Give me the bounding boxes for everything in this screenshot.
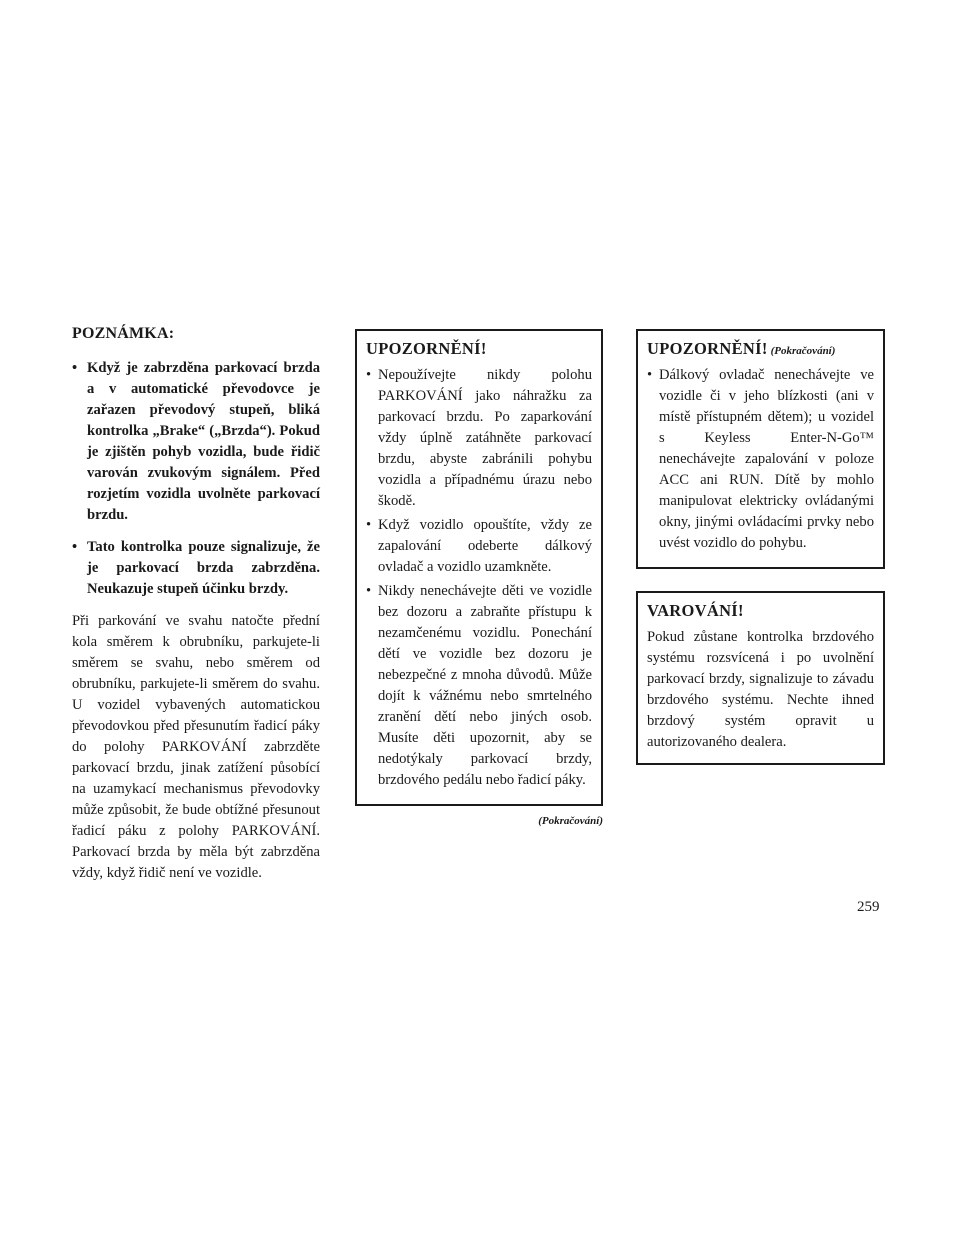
right-column xyxy=(636,329,885,765)
page-number: 259 xyxy=(857,899,880,915)
caution-title: UPOZORNĚNÍ! xyxy=(366,339,487,358)
caution-bullet: • Nikdy nenechávejte děti ve vozidle bez dozoru a zabraňte přístupu k nezamčenému vozidlu. Ponechání dětí ve vozidle bez dozoru je nebezpečné z mnoha důvodů. Může dojít k vážnému nebo smrtelného zranění dětí nebo jiných osob. Musíte děti upozornit, aby se nedotýkaly parkovací brzdy, brzdového pedálu nebo řadicí páky. xyxy=(366,581,592,791)
continued-label: (Pokračování) xyxy=(538,815,603,827)
note-title: POZNÁMKA: xyxy=(72,325,175,342)
middle-column xyxy=(355,329,603,827)
caution-continued-suffix: (Pokračování) xyxy=(770,345,836,357)
left-column xyxy=(72,325,320,884)
note-bullet: • Tato kontrolka pouze signalizuje, že je parkovací brzda zabrzděna. Neukazuje stupeň účinku brzdy. xyxy=(72,537,320,600)
caution-box xyxy=(355,329,603,806)
caution-continued-box xyxy=(636,329,885,569)
caution-bullet: • Když vozidlo opouštíte, vždy ze zapalování odeberte dálkový ovladač a vozidlo uzamkněte. xyxy=(366,515,592,578)
note-bullet: • Když je zabrzděna parkovací brzda a v automatické převodovce je zařazen převodový stupeň, bliká kontrolka „Brake“ („Brzda“). Pokud je zjištěn pohyb vozidla, bude řidič varován zvukovým signálem. Před rozjetím vozidla uvolněte parkovací brzdu. xyxy=(72,358,320,526)
caution-bullet-list xyxy=(366,365,592,791)
warning-text: Pokud zůstane kontrolka brzdového systému rozsvícená i po uvolnění parkovací brzdy, signalizuje to závadu brzdového systému. Nechte ihned brzdový systém opravit u autorizovaného dealera. xyxy=(647,629,874,750)
caution-continued-title xyxy=(647,339,874,359)
warning-box xyxy=(636,591,885,765)
caution-continued-bullet: • Dálkový ovladač nenechávejte ve vozidle či v jeho blízkosti (ani v místě přístupném dětem); u vozidel s Keyless Enter-N-Go™ nenechávejte zapalování v poloze ACC ani RUN. Dítě by mohlo manipulovat elektricky ovládanými okny, jinými ovládacími prvky nebo uvést vozidlo do pohybu. xyxy=(647,365,874,554)
caution-continued-bullet-list xyxy=(647,365,874,554)
note-bullet-list xyxy=(72,358,320,600)
caution-bullet: • Nepoužívejte nikdy polohu PARKOVÁNÍ jako náhražku za parkovací brzdu. Po zaparkování vždy úplně zatáhněte parkovací brzdu, abyste zabránili pohybu vozidla a případnému úrazu nebo škodě. xyxy=(366,365,592,512)
parking-paragraph: Při parkování ve svahu natočte přední kola směrem k obrubníku, parkujete-li směrem se svahu, nebo směrem od obrubníku, parkujete-li směrem do svahu. U vozidel vybavených automatickou převodovkou před přesunutím řadicí páky do polohy PARKOVÁNÍ zabrzděte parkovací brzdu, jinak zatížení působící na uzamykací mechanismus převodovky může způsobit, že bude obtížné přesunout řadicí páku z polohy PARKOVÁNÍ. Parkovací brzda by měla být zabrzděna vždy, když řidič není ve vozidle. xyxy=(72,613,320,881)
warning-title: VAROVÁNÍ! xyxy=(647,601,744,620)
caution-continued-title-text: UPOZORNĚNÍ! xyxy=(647,339,768,358)
